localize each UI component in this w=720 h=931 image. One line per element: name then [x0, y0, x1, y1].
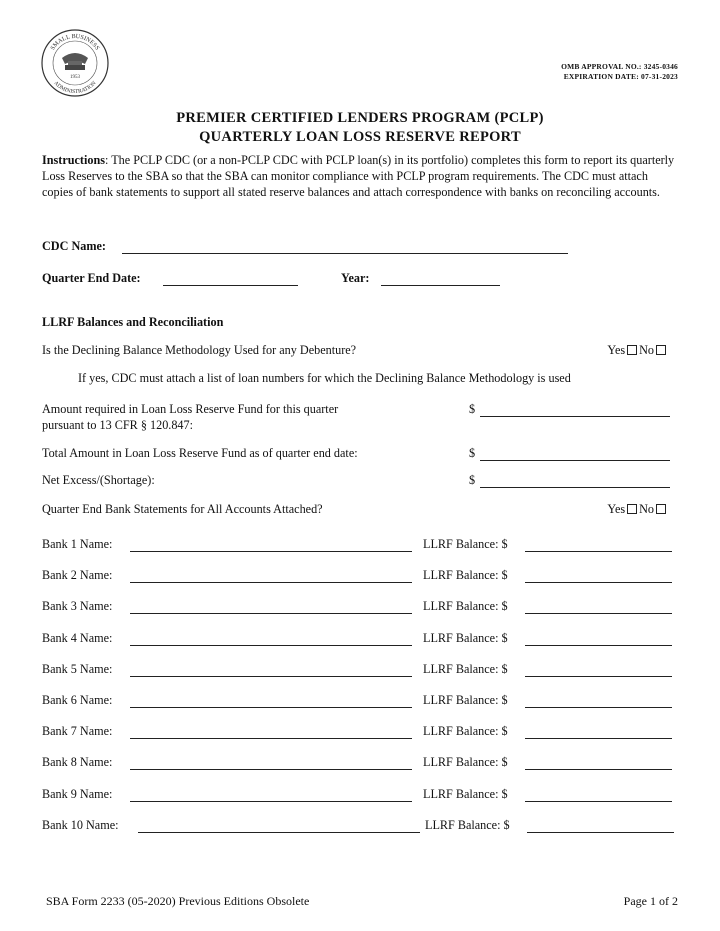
form-id-footer: SBA Form 2233 (05-2020) Previous Editions Obsolete: [46, 894, 310, 908]
bank-name-label: Bank 2 Name:: [42, 568, 113, 582]
llrf-balance-field[interactable]: [525, 570, 672, 583]
llrf-balance-label: LLRF Balance: $: [425, 818, 510, 832]
bank-name-field[interactable]: [130, 664, 412, 677]
seal-year: 1953: [70, 75, 80, 80]
instructions-text: : The PCLP CDC (or a non-PCLP CDC with PCLP loan(s) in its portfolio) completes this form to report its quarterly Loss Reserves to the SBA so that the SBA can monitor compliance with PCLP program requirements. The CDC must attach copies of bank statements to support all stated reserve balances and attach correspondence with banks on reconciling accounts.: [42, 153, 675, 199]
llrf-balance-field[interactable]: [525, 726, 672, 739]
bank-name-label: Bank 10 Name:: [42, 818, 119, 832]
llrf-balance-field[interactable]: [525, 695, 672, 708]
bank-name-field[interactable]: [130, 570, 412, 583]
net-excess-label: Net Excess/(Shortage):: [42, 473, 155, 487]
bank-name-field[interactable]: [130, 789, 412, 802]
page-number: Page 1 of 2: [623, 894, 678, 908]
svg-text:ADMINISTRATION: [52, 80, 97, 95]
cdc-name-label: CDC Name:: [42, 239, 106, 253]
bank-name-field[interactable]: [130, 695, 412, 708]
llrf-balance-field[interactable]: [525, 757, 672, 770]
net-excess-dollar: $: [469, 473, 476, 487]
bank-name-field[interactable]: [130, 601, 412, 614]
omb-approval-number: OMB APPROVAL NO.: 3245-0346: [561, 62, 678, 71]
llrf-balance-label: LLRF Balance: $: [423, 599, 508, 613]
declining-balance-yes-no: [607, 343, 668, 358]
quarter-end-date-field[interactable]: [163, 273, 298, 286]
bank-name-label: Bank 7 Name:: [42, 724, 113, 738]
llrf-balance-label: LLRF Balance: $: [423, 568, 508, 582]
total-amount-label: Total Amount in Loan Loss Reserve Fund as of quarter end date:: [42, 446, 358, 460]
seal-top-text: SMALL BUSINESS: [49, 32, 101, 52]
yes-label: Yes: [607, 502, 626, 516]
cdc-name-field[interactable]: [122, 241, 568, 254]
no-label: No: [639, 343, 654, 357]
bank-name-label: Bank 3 Name:: [42, 599, 113, 613]
bank-name-label: Bank 6 Name:: [42, 693, 113, 707]
statements-attached-yes-no: [607, 502, 668, 517]
declining-balance-question: Is the Declining Balance Methodology Used for any Debenture?: [42, 343, 357, 357]
llrf-balance-field[interactable]: [525, 664, 672, 677]
bank-name-label: Bank 5 Name:: [42, 662, 113, 676]
llrf-balance-label: LLRF Balance: $: [423, 662, 508, 676]
llrf-balance-field[interactable]: [525, 539, 672, 552]
amount-required-dollar: $: [469, 402, 476, 416]
llrf-balance-label: LLRF Balance: $: [423, 755, 508, 769]
yes-label: Yes: [607, 343, 626, 357]
llrf-balance-field[interactable]: [525, 633, 672, 646]
bank-name-label: Bank 1 Name:: [42, 537, 113, 551]
amount-required-label-line2: pursuant to 13 CFR § 120.847:: [42, 418, 193, 432]
bank-name-label: Bank 8 Name:: [42, 755, 113, 769]
form-title-line2: QUARTERLY LOAN LOSS RESERVE REPORT: [199, 129, 521, 145]
sba-seal-logo: [40, 28, 110, 98]
bank-name-field[interactable]: [130, 633, 412, 646]
llrf-balance-label: LLRF Balance: $: [423, 724, 508, 738]
amount-required-field[interactable]: [480, 404, 670, 417]
total-amount-field[interactable]: [480, 448, 670, 461]
llrf-balance-label: LLRF Balance: $: [423, 787, 508, 801]
section-heading: LLRF Balances and Reconciliation: [42, 315, 224, 329]
expiration-date: EXPIRATION DATE: 07-31-2023: [563, 72, 678, 81]
bank-name-label: Bank 4 Name:: [42, 631, 113, 645]
llrf-balance-field[interactable]: [525, 601, 672, 614]
no-label: No: [639, 502, 654, 516]
net-excess-field[interactable]: [480, 475, 670, 488]
seal-bottom-text: ADMINISTRATION: [52, 80, 98, 96]
form-title-line1: PREMIER CERTIFIED LENDERS PROGRAM (PCLP): [176, 110, 544, 126]
instructions-label: Instructions: [42, 153, 105, 167]
bank-name-field[interactable]: [130, 539, 412, 552]
quarter-end-date-label: Quarter End Date:: [42, 271, 141, 285]
llrf-balance-label: LLRF Balance: $: [423, 631, 508, 645]
year-label: Year:: [341, 271, 370, 285]
bank-name-field[interactable]: [130, 757, 412, 770]
year-field[interactable]: [381, 273, 500, 286]
instructions-paragraph: [42, 152, 682, 200]
statements-attached-question: Quarter End Bank Statements for All Accounts Attached?: [42, 502, 323, 516]
yes-checkbox[interactable]: [627, 504, 637, 514]
bank-name-field[interactable]: [138, 820, 420, 833]
bank-name-label: Bank 9 Name:: [42, 787, 113, 801]
yes-checkbox[interactable]: [627, 345, 637, 355]
no-checkbox[interactable]: [656, 504, 666, 514]
bank-name-field[interactable]: [130, 726, 412, 739]
no-checkbox[interactable]: [656, 345, 666, 355]
declining-balance-note: If yes, CDC must attach a list of loan numbers for which the Declining Balance Methodology is used: [78, 371, 571, 385]
llrf-balance-label: LLRF Balance: $: [423, 537, 508, 551]
llrf-balance-field[interactable]: [527, 820, 674, 833]
amount-required-label-line1: Amount required in Loan Loss Reserve Fund for this quarter: [42, 402, 339, 416]
llrf-balance-label: LLRF Balance: $: [423, 693, 508, 707]
llrf-balance-field[interactable]: [525, 789, 672, 802]
total-amount-dollar: $: [469, 446, 476, 460]
omb-info: [561, 62, 678, 82]
